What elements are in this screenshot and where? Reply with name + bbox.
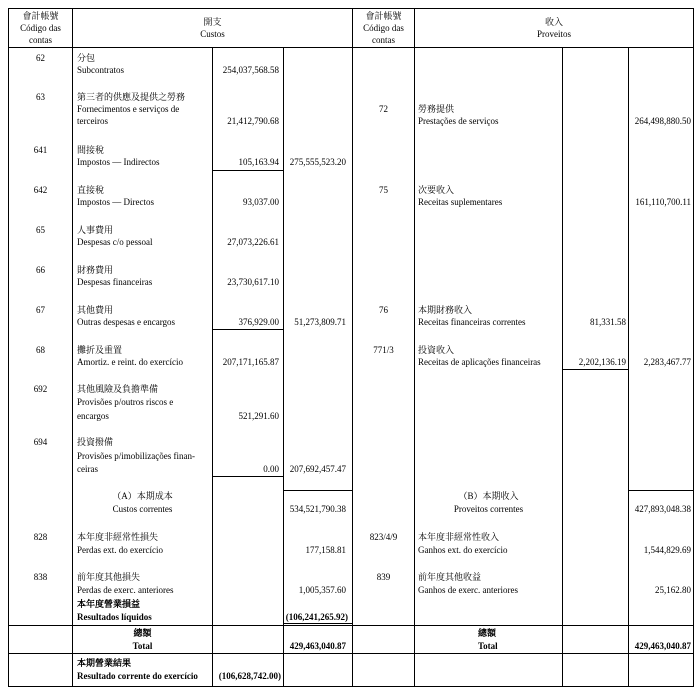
revenue-total-amount: 25,162.80 — [655, 585, 691, 595]
revenue-subtotal-label-pt: Proveitos correntes — [453, 504, 524, 514]
revenue-label-zh: 次要收入 — [418, 185, 455, 195]
cost-label-pt: Impostos — Indirectos — [77, 157, 160, 167]
revenue-code: 75 — [379, 185, 388, 195]
revenue-label-pt: Ganhos ext. do exercício — [418, 545, 508, 555]
cost-amount: 21,412,790.68 — [227, 116, 279, 126]
net-result-amount: (106,241,265.92) — [285, 612, 348, 622]
revenue-label-zh: 勞務提供 — [418, 104, 455, 114]
current-result-amount: (106,628,742.00) — [218, 671, 281, 681]
costs-code-header: 會計帳號 Código das contas — [20, 11, 61, 45]
revenue-code: 839 — [376, 572, 391, 582]
costs-subtotal-line — [283, 490, 352, 491]
cost-label-pt: encargos — [77, 411, 109, 421]
costs-code-divider — [72, 8, 73, 687]
cost-label-zh: 其他費用 — [77, 305, 114, 315]
revenue-total-amount: 264,498,880.50 — [634, 116, 691, 126]
revenue-label-pt: Receitas suplementares — [418, 197, 503, 207]
cost-amount: 27,073,226.61 — [227, 237, 279, 247]
cost-label-pt: ceiras — [77, 464, 98, 474]
revenue-label-zh: 本年度非經常性收入 — [418, 532, 500, 542]
revenue-code: 72 — [379, 104, 388, 114]
cost-subtotal-amount: 207,692,457.47 — [289, 464, 346, 474]
cost-label-zh: 分包 — [77, 53, 96, 63]
cost-amount: 0.00 — [263, 464, 279, 474]
underline-641 — [212, 170, 283, 171]
revenue-label-pt: Ganhos de exerc. anteriores — [418, 585, 518, 595]
revenue-total-label-pt: Total — [478, 641, 498, 651]
cost-code: 67 — [36, 305, 45, 315]
cost-label-zh: 第三者的供應及提供之勞務 — [77, 92, 186, 102]
net-result-underline — [283, 623, 352, 624]
costs-subtotal-label-pt: Custos correntes — [112, 504, 173, 514]
cost-label-pt: Outras despesas e encargos — [77, 317, 176, 327]
cost-subtotal-amount: 275,555,523.20 — [289, 157, 346, 167]
cost-label-pt: Amortiz. e reint. do exercício — [77, 357, 183, 367]
costs-total-amount: 429,463,040.87 — [289, 641, 346, 651]
cost-label-zh: 本年度非經常性損失 — [77, 532, 159, 542]
revenue-subtotal-label-zh: （B）本期收入 — [458, 491, 519, 501]
cost-label-pt: Fornecimentos e serviços de — [77, 104, 180, 114]
header-bottom-border — [8, 47, 694, 48]
total-top-border — [8, 625, 694, 626]
revenue-label-zh: 投資收入 — [418, 345, 455, 355]
cost-label-pt: Impostos — Directos — [77, 197, 154, 207]
revenue-total-amount: 2,283,467.77 — [643, 357, 691, 367]
revenue-subtotal-line — [628, 490, 693, 491]
cost-label-zh: 間接稅 — [77, 145, 105, 155]
cost-code: 828 — [33, 532, 48, 542]
revenue-label-pt: Receitas financeiras correntes — [418, 317, 526, 327]
current-result-label-pt: Resultado corrente do exercício — [77, 671, 198, 681]
cost-amount: 521,291.60 — [238, 411, 279, 421]
revenue-total-amount: 161,110,700.11 — [635, 197, 691, 207]
cost-label-pt: Perdas de exerc. anteriores — [77, 585, 174, 595]
cost-subtotal-amount: 1,005,357.60 — [298, 585, 346, 595]
costs-subtotal-amount: 534,521,790.38 — [289, 504, 346, 514]
right-border — [693, 8, 694, 687]
costs-header: 開支 Custos — [200, 17, 225, 39]
cost-code: 62 — [36, 53, 45, 63]
revenue-code: 771/3 — [373, 345, 394, 355]
underline-7713 — [562, 369, 628, 370]
revenue-subtotal-amount: 427,893,048.38 — [634, 504, 691, 514]
revenue-total-amount: 1,544,829.69 — [643, 545, 691, 555]
cost-label-zh: 直接稅 — [77, 185, 105, 195]
costs-total-label-zh: 總額 — [133, 628, 152, 638]
revenue-label-zh: 前年度其他收益 — [418, 572, 482, 582]
cost-code: 642 — [33, 185, 48, 195]
cost-code: 692 — [33, 384, 48, 394]
cost-code: 66 — [36, 265, 45, 275]
underline-694 — [212, 476, 283, 477]
cost-label-pt: Perdas ext. do exercício — [77, 545, 163, 555]
revenue-label-zh: 本期財務收入 — [418, 305, 473, 315]
cost-label-zh: 人事費用 — [77, 225, 114, 235]
cost-code: 694 — [33, 437, 48, 447]
revenue-header: 收入 Proveitos — [536, 17, 571, 39]
cost-label-zh: 投資撥備 — [77, 437, 114, 447]
total-bottom-border — [8, 653, 694, 654]
cost-label-pt: Provisões p/outros riscos e — [77, 397, 174, 407]
cost-amount: 254,037,568.58 — [222, 65, 279, 75]
cost-subtotal-amount: 51,273,809.71 — [294, 317, 346, 327]
revenue-code: 76 — [379, 305, 388, 315]
revenue-code-divider — [414, 8, 415, 687]
table-bottom-border — [8, 686, 694, 687]
cost-label-pt: Despesas financeiras — [77, 277, 153, 287]
cost-label-zh: 攤折及重置 — [77, 345, 123, 355]
table-top-border — [8, 8, 694, 9]
revenue-code-header: 會計帳號 Código das contas — [363, 11, 404, 45]
cost-amount: 376,929.00 — [238, 317, 279, 327]
cost-code: 68 — [36, 345, 45, 355]
cost-label-zh: 財務費用 — [77, 265, 114, 275]
cost-label-zh: 其他風險及負擔準備 — [77, 384, 159, 394]
cost-code: 641 — [33, 145, 48, 155]
revenue-total-label-zh: 總額 — [478, 628, 497, 638]
cost-label-pt: Provisões p/imobilizações finan- — [77, 451, 195, 461]
revenue-code: 823/4/9 — [369, 532, 398, 542]
revenue-label-pt: Receitas de aplicações financeiras — [418, 357, 541, 367]
cost-amount: 93,037.00 — [243, 197, 279, 207]
costs-subtotal-label-zh: （A）本期成本 — [112, 491, 173, 501]
cost-amount: 23,730,617.10 — [227, 277, 279, 287]
net-result-label-pt: Resultados líquidos — [77, 612, 152, 622]
revenue-amount: 81,331.58 — [590, 317, 626, 327]
cost-label-pt: terceiros — [77, 116, 108, 126]
cost-label-zh: 前年度其他損失 — [77, 572, 141, 582]
cost-amount: 207,171,165.87 — [222, 357, 279, 367]
cost-amount: 105,163.94 — [238, 157, 279, 167]
costs-total-label-pt: Total — [132, 641, 153, 651]
current-result-label-zh: 本期營業結果 — [77, 658, 132, 668]
underline-67 — [212, 329, 283, 330]
revenue-total-sum: 429,463,040.87 — [634, 641, 691, 651]
cost-code: 63 — [36, 92, 45, 102]
cost-code: 65 — [36, 225, 45, 235]
net-result-label-zh: 本年度營業損益 — [77, 599, 141, 609]
revenue-label-pt: Prestações de serviços — [418, 116, 499, 126]
cost-subtotal-amount: 177,158.81 — [305, 545, 346, 555]
revenue-amount: 2,202,136.19 — [578, 357, 626, 367]
cost-code: 838 — [33, 572, 48, 582]
cost-label-pt: Despesas c/o pessoal — [77, 237, 153, 247]
cost-label-pt: Subcontratos — [77, 65, 124, 75]
